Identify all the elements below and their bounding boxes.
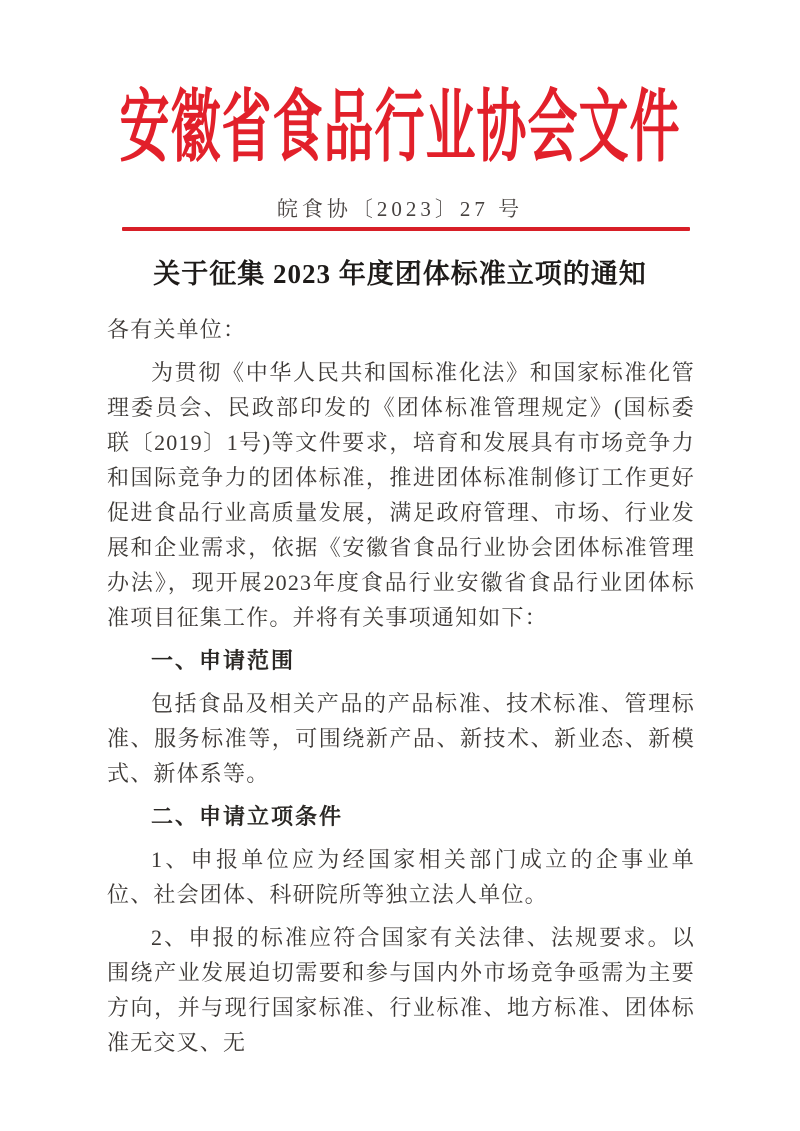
intro-paragraph: 为贯彻《中华人民共和国标准化法》和国家标准化管理委员会、民政部印发的《团体标准管理规定》(国标委联〔2019〕1号)等文件要求，培育和发展具有市场竞争力和国际竞争力的团体标准，推进团体标准制修订工作更好促进食品行业高质量发展，满足政府管理、市场、行业发展和企业需求，依据《安徽省食品行业协会团体标准管理办法》，现开展2023年度食品行业安徽省食品行业团体标准项目征集工作。并将有关事项通知如下：: [107, 360, 695, 630]
section2-item2: 2、申报的标准应符合国家有关法律、法规要求。以围绕产业发展迫切需要和参与国内外市场竞争亟需为主要方向，并与现行国家标准、行业标准、地方标准、团体标准无交叉、无: [107, 925, 695, 1055]
letterhead-org-title: 安徽省食品行业协会文件: [119, 82, 681, 172]
section2-item1: 1、申报单位应为经国家相关部门成立的企事业单位、社会团体、科研院所等独立法人单位。: [107, 847, 695, 907]
salutation: 各有关单位：: [107, 317, 247, 342]
document-title: 关于征集 2023 年度团体标准立项的通知: [153, 259, 647, 289]
document-number: 皖食协〔2023〕27 号: [276, 197, 524, 221]
section1-paragraph: 包括食品及相关产品的产品标准、技术标准、管理标准、服务标准等，可围绕新产品、新技术、新业态、新模式、新体系等。: [107, 691, 695, 786]
red-separator-line: [122, 227, 690, 231]
section1-heading: 一、申请范围: [151, 648, 296, 673]
letterhead: [0, 0, 800, 196]
document-body: [107, 312, 695, 1060]
section2-heading: 二、申请立项条件: [151, 804, 344, 829]
